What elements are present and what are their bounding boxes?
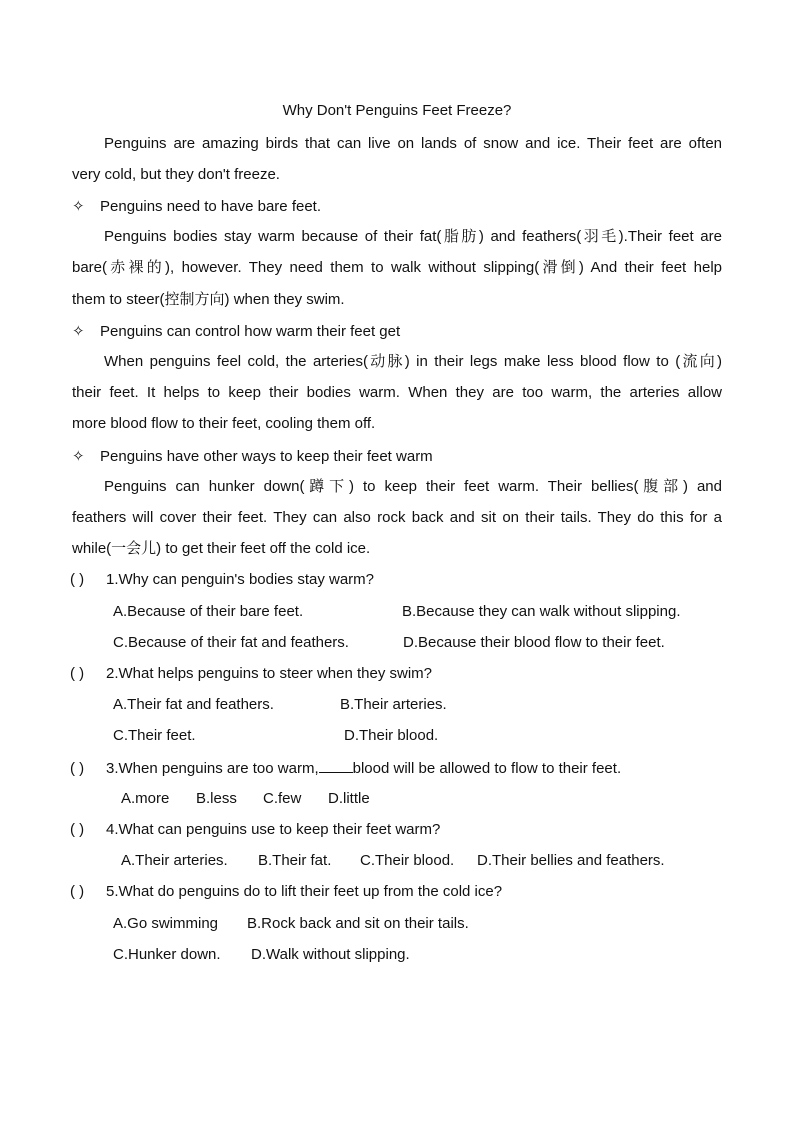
option-d: D.little	[328, 790, 370, 807]
fill-in-blank-line[interactable]	[319, 758, 353, 773]
paragraph-line: while(一会儿) to get their feet off the cold ice.	[72, 540, 371, 557]
intro-line: Penguins are amazing birds that can live on lands of snow and ice. Their feet are often	[104, 135, 722, 152]
answer-blank[interactable]: ( )	[70, 760, 85, 777]
paragraph-line: Penguins can hunker down(蹲下) to keep their feet warm. Their bellies(腹部) and	[104, 478, 722, 495]
question-stem: 2.What helps penguins to steer when they swim?	[106, 665, 433, 682]
option-c: C.few	[263, 790, 302, 807]
option-c: C.Hunker down.	[113, 946, 221, 963]
answer-blank[interactable]: ( )	[70, 821, 85, 838]
option-d: D.Walk without slipping.	[251, 946, 410, 963]
question-stem: 3.When penguins are too warm,	[106, 760, 319, 777]
sparkle-bullet-icon: ✧	[72, 197, 85, 215]
option-a: A.Their fat and feathers.	[113, 696, 274, 713]
answer-blank[interactable]: ( )	[70, 883, 85, 900]
question-stem-end: blood will be allowed to flow to their feet.	[352, 760, 622, 777]
option-a: A.more	[121, 790, 170, 807]
option-d: D.Because their blood flow to their feet.	[403, 634, 665, 651]
question-2	[70, 664, 432, 684]
option-c: C.Their blood.	[360, 852, 455, 869]
option-d: D.Their bellies and feathers.	[477, 852, 665, 869]
question-stem: 5.What do penguins do to lift their feet up from the cold ice?	[106, 883, 503, 900]
option-a: A.Their arteries.	[121, 852, 228, 869]
answer-blank[interactable]: ( )	[70, 571, 85, 588]
question-stem: 4.What can penguins use to keep their feet warm?	[106, 821, 441, 838]
section-heading	[72, 446, 433, 467]
paragraph-line: their feet. It helps to keep their bodies warm. When they are too warm, the arteries allow	[72, 384, 722, 401]
option-b: B.less	[196, 790, 237, 807]
option-b: B.Because they can walk without slipping.	[402, 603, 681, 620]
sparkle-bullet-icon: ✧	[72, 322, 85, 340]
answer-blank[interactable]: ( )	[70, 665, 85, 682]
paragraph-line: feathers will cover their feet. They can also rock back and sit on their tails. They do this for a	[72, 509, 722, 526]
section-heading-text: Penguins need to have bare feet.	[100, 198, 322, 215]
paragraph-line: Penguins bodies stay warm because of their fat(脂肪) and feathers(羽毛).Their feet are	[104, 228, 722, 245]
section-heading-text: Penguins can control how warm their feet get	[100, 323, 401, 340]
paragraph-line: more blood flow to their feet, cooling them off.	[72, 415, 376, 432]
question-stem: 1.Why can penguin's bodies stay warm?	[106, 571, 375, 588]
option-b: B.Their fat.	[258, 852, 332, 869]
paragraph-line: When penguins feel cold, the arteries(动脉) in their legs make less blood flow to (流向)	[104, 353, 722, 370]
intro-line: very cold, but they don't freeze.	[72, 166, 280, 183]
option-c: C.Their feet.	[113, 727, 196, 744]
paragraph-line: them to steer(控制方向) when they swim.	[72, 291, 345, 308]
section-heading-text: Penguins have other ways to keep their feet warm	[100, 448, 433, 465]
sparkle-bullet-icon: ✧	[72, 447, 85, 465]
paragraph-line: bare(赤裸的), however. They need them to walk without slipping(滑倒) And their feet help	[72, 259, 722, 276]
question-5	[70, 882, 502, 902]
option-a: A.Go swimming	[113, 915, 219, 932]
option-b: B.Their arteries.	[340, 696, 447, 713]
passage-title: Why Don't Penguins Feet Freeze?	[282, 102, 512, 119]
section-heading	[72, 196, 321, 217]
option-c: C.Because of their fat and feathers.	[113, 634, 349, 651]
question-4	[70, 820, 440, 840]
option-a: A.Because of their bare feet.	[113, 603, 304, 620]
question-1	[70, 570, 374, 590]
option-d: D.Their blood.	[344, 727, 439, 744]
section-heading	[72, 321, 400, 342]
question-3	[70, 758, 621, 779]
option-b: B.Rock back and sit on their tails.	[247, 915, 469, 932]
